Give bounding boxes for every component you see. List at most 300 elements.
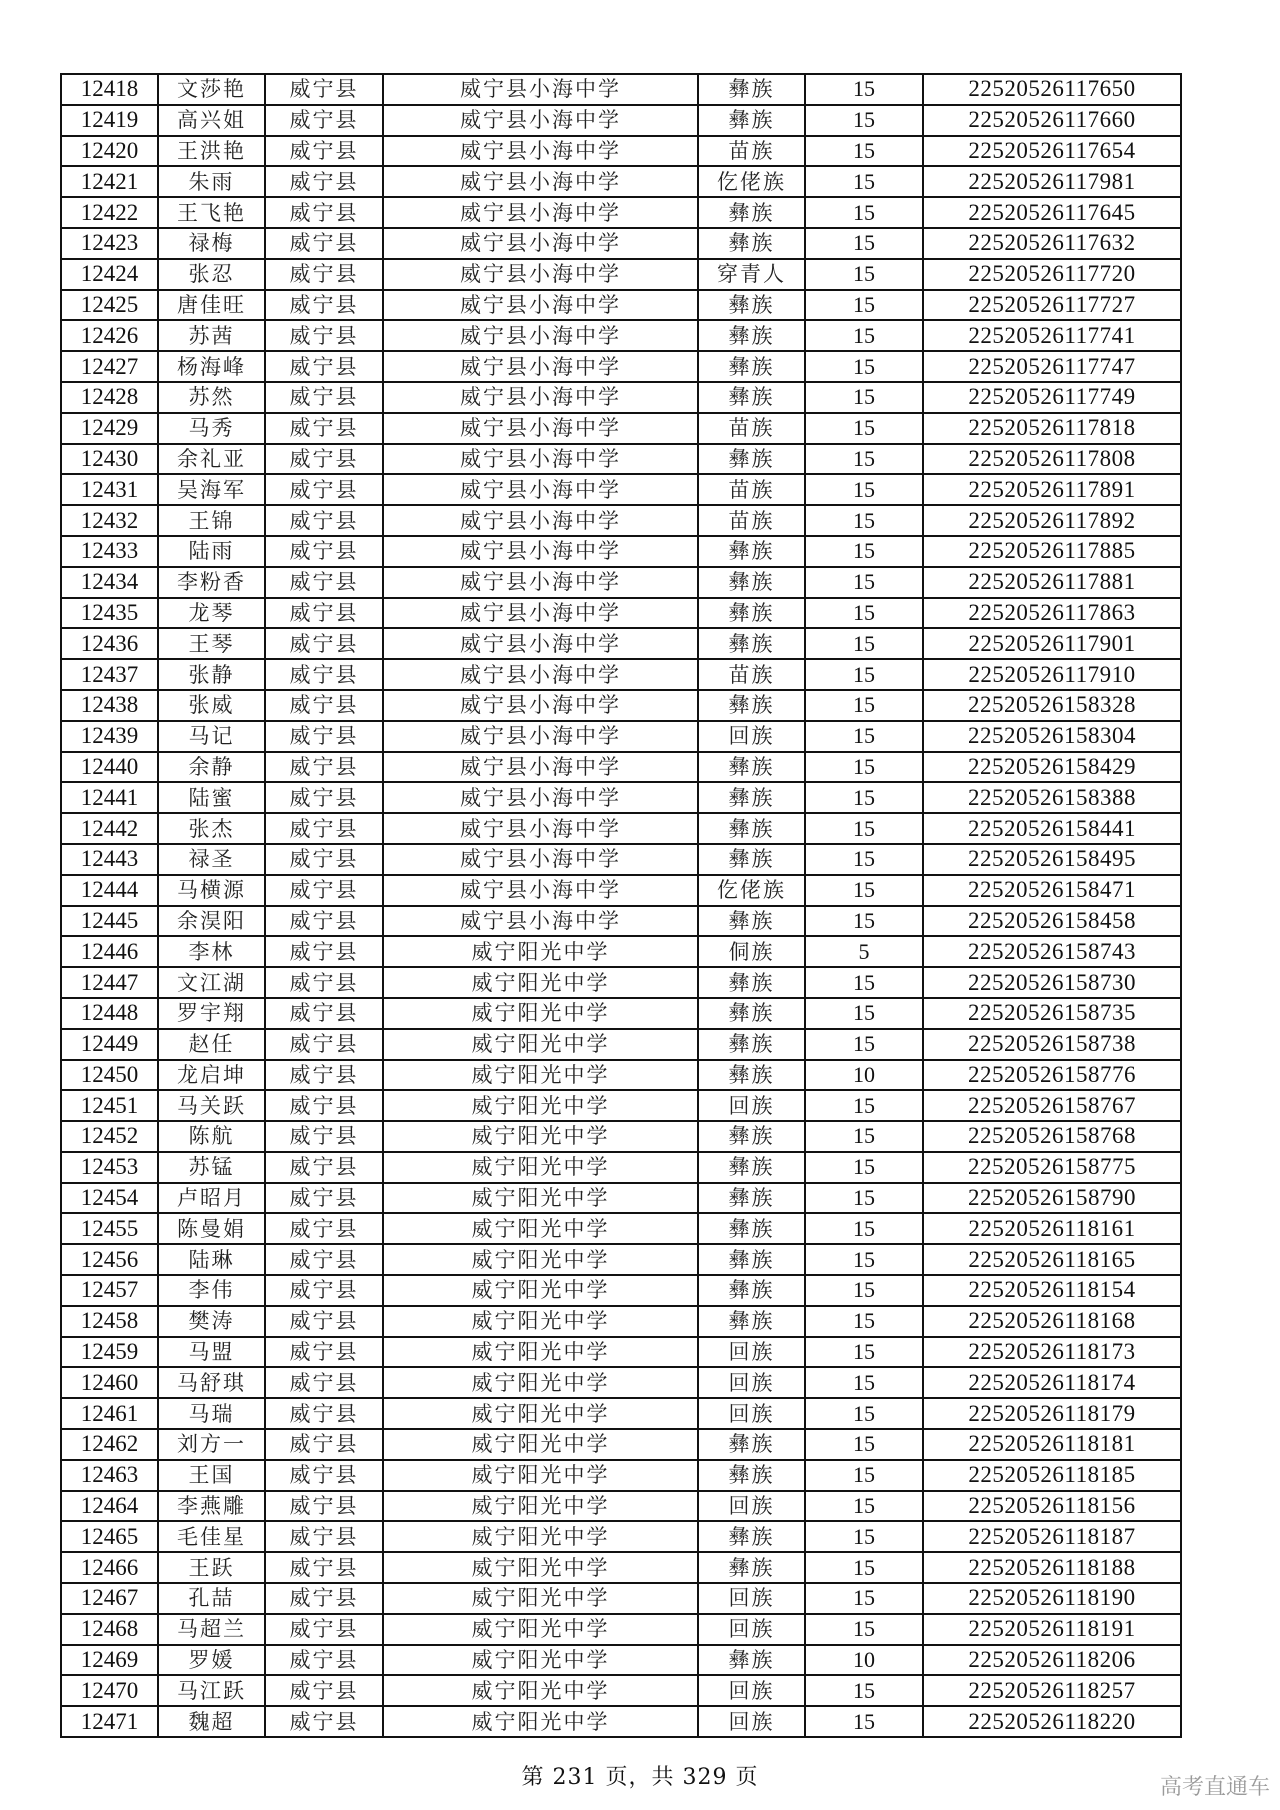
exam-id-cell: 22520526117654 — [923, 136, 1181, 167]
bonus-points-cell: 15 — [805, 351, 923, 382]
ethnicity-cell: 彝族 — [698, 782, 805, 813]
school-name-cell: 威宁阳光中学 — [383, 1552, 698, 1583]
ethnicity-cell: 回族 — [698, 1614, 805, 1645]
table-row — [61, 844, 1181, 875]
ethnicity-cell: 彝族 — [698, 228, 805, 259]
ethnicity-cell: 彝族 — [698, 444, 805, 475]
county-cell: 威宁县 — [265, 1491, 383, 1522]
school-name-cell: 威宁阳光中学 — [383, 1060, 698, 1091]
ethnicity-cell: 彝族 — [698, 567, 805, 598]
table-row — [61, 598, 1181, 629]
ethnicity-cell: 穿青人 — [698, 259, 805, 290]
bonus-points-cell: 15 — [805, 998, 923, 1029]
ethnicity-cell: 回族 — [698, 1367, 805, 1398]
county-cell: 威宁县 — [265, 1152, 383, 1183]
ethnicity-cell: 彝族 — [698, 197, 805, 228]
student-name-cell: 赵任 — [158, 1029, 265, 1060]
table-row — [61, 690, 1181, 721]
table-row — [61, 413, 1181, 444]
student-name-cell: 王飞艳 — [158, 197, 265, 228]
exam-id-cell: 22520526158767 — [923, 1090, 1181, 1121]
student-name-cell: 马江跃 — [158, 1675, 265, 1706]
bonus-points-cell: 15 — [805, 1152, 923, 1183]
student-name-cell: 吴海军 — [158, 474, 265, 505]
school-name-cell: 威宁阳光中学 — [383, 1244, 698, 1275]
school-name-cell: 威宁阳光中学 — [383, 1675, 698, 1706]
school-name-cell: 威宁县小海中学 — [383, 105, 698, 136]
table-row — [61, 875, 1181, 906]
table-row — [61, 1183, 1181, 1214]
county-cell: 威宁县 — [265, 1337, 383, 1368]
table-row — [61, 659, 1181, 690]
exam-id-cell: 22520526118220 — [923, 1706, 1181, 1737]
county-cell: 威宁县 — [265, 259, 383, 290]
row-number-cell: 12468 — [61, 1614, 158, 1645]
bonus-points-cell: 15 — [805, 844, 923, 875]
row-number-cell: 12444 — [61, 875, 158, 906]
county-cell: 威宁县 — [265, 1367, 383, 1398]
county-cell: 威宁县 — [265, 628, 383, 659]
school-name-cell: 威宁县小海中学 — [383, 752, 698, 783]
row-number-cell: 12466 — [61, 1552, 158, 1583]
county-cell: 威宁县 — [265, 74, 383, 105]
school-name-cell: 威宁县小海中学 — [383, 505, 698, 536]
school-name-cell: 威宁阳光中学 — [383, 1213, 698, 1244]
county-cell: 威宁县 — [265, 1183, 383, 1214]
table-row — [61, 721, 1181, 752]
county-cell: 威宁县 — [265, 228, 383, 259]
row-number-cell: 12436 — [61, 628, 158, 659]
ethnicity-cell: 彝族 — [698, 74, 805, 105]
county-cell: 威宁县 — [265, 1429, 383, 1460]
student-name-cell: 龙启坤 — [158, 1060, 265, 1091]
exam-id-cell: 22520526118188 — [923, 1552, 1181, 1583]
school-name-cell: 威宁县小海中学 — [383, 875, 698, 906]
row-number-cell: 12422 — [61, 197, 158, 228]
table-row — [61, 1521, 1181, 1552]
school-name-cell: 威宁县小海中学 — [383, 690, 698, 721]
student-name-cell: 马关跃 — [158, 1090, 265, 1121]
ethnicity-cell: 回族 — [698, 1706, 805, 1737]
exam-id-cell: 22520526117910 — [923, 659, 1181, 690]
row-number-cell: 12432 — [61, 505, 158, 536]
school-name-cell: 威宁阳光中学 — [383, 1398, 698, 1429]
county-cell: 威宁县 — [265, 536, 383, 567]
exam-id-cell: 22520526118185 — [923, 1460, 1181, 1491]
row-number-cell: 12433 — [61, 536, 158, 567]
ethnicity-cell: 彝族 — [698, 1460, 805, 1491]
ethnicity-cell: 彝族 — [698, 844, 805, 875]
bonus-points-cell: 10 — [805, 1645, 923, 1676]
ethnicity-cell: 彝族 — [698, 1429, 805, 1460]
exam-id-cell: 22520526117881 — [923, 567, 1181, 598]
bonus-points-cell: 10 — [805, 1060, 923, 1091]
bonus-points-cell: 15 — [805, 690, 923, 721]
ethnicity-cell: 彝族 — [698, 998, 805, 1029]
county-cell: 威宁县 — [265, 351, 383, 382]
exam-id-cell: 22520526158388 — [923, 782, 1181, 813]
student-name-cell: 王洪艳 — [158, 136, 265, 167]
table-row — [61, 1491, 1181, 1522]
bonus-points-cell: 15 — [805, 1275, 923, 1306]
table-row — [61, 998, 1181, 1029]
school-name-cell: 威宁县小海中学 — [383, 813, 698, 844]
exam-id-cell: 22520526158776 — [923, 1060, 1181, 1091]
table-body — [61, 74, 1181, 1737]
county-cell: 威宁县 — [265, 474, 383, 505]
table-row — [61, 752, 1181, 783]
county-cell: 威宁县 — [265, 413, 383, 444]
ethnicity-cell: 回族 — [698, 1491, 805, 1522]
bonus-points-cell: 15 — [805, 782, 923, 813]
student-name-cell: 马超兰 — [158, 1614, 265, 1645]
student-name-cell: 魏超 — [158, 1706, 265, 1737]
ethnicity-cell: 彝族 — [698, 536, 805, 567]
bonus-points-cell: 15 — [805, 1183, 923, 1214]
exam-id-cell: 22520526158735 — [923, 998, 1181, 1029]
student-name-cell: 马记 — [158, 721, 265, 752]
county-cell: 威宁县 — [265, 1645, 383, 1676]
student-name-cell: 马横源 — [158, 875, 265, 906]
county-cell: 威宁县 — [265, 1398, 383, 1429]
bonus-points-cell: 15 — [805, 875, 923, 906]
row-number-cell: 12438 — [61, 690, 158, 721]
table-row — [61, 351, 1181, 382]
school-name-cell: 威宁阳光中学 — [383, 1275, 698, 1306]
exam-id-cell: 22520526117741 — [923, 320, 1181, 351]
school-name-cell: 威宁阳光中学 — [383, 1090, 698, 1121]
table-row — [61, 1398, 1181, 1429]
row-number-cell: 12447 — [61, 967, 158, 998]
county-cell: 威宁县 — [265, 1121, 383, 1152]
county-cell: 威宁县 — [265, 690, 383, 721]
bonus-points-cell: 15 — [805, 813, 923, 844]
school-name-cell: 威宁县小海中学 — [383, 382, 698, 413]
county-cell: 威宁县 — [265, 166, 383, 197]
county-cell: 威宁县 — [265, 598, 383, 629]
bonus-points-cell: 15 — [805, 567, 923, 598]
exam-id-cell: 22520526158441 — [923, 813, 1181, 844]
ethnicity-cell: 彝族 — [698, 1029, 805, 1060]
bonus-points-cell: 15 — [805, 1367, 923, 1398]
county-cell: 威宁县 — [265, 1244, 383, 1275]
exam-id-cell: 22520526158730 — [923, 967, 1181, 998]
table-row — [61, 1552, 1181, 1583]
student-name-cell: 陈航 — [158, 1121, 265, 1152]
row-number-cell: 12442 — [61, 813, 158, 844]
row-number-cell: 12428 — [61, 382, 158, 413]
exam-id-cell: 22520526158429 — [923, 752, 1181, 783]
exam-id-cell: 22520526117727 — [923, 290, 1181, 321]
table-row — [61, 105, 1181, 136]
student-name-cell: 樊涛 — [158, 1306, 265, 1337]
exam-id-cell: 22520526118179 — [923, 1398, 1181, 1429]
row-number-cell: 12456 — [61, 1244, 158, 1275]
county-cell: 威宁县 — [265, 197, 383, 228]
student-name-cell: 卢昭月 — [158, 1183, 265, 1214]
county-cell: 威宁县 — [265, 659, 383, 690]
bonus-points-cell: 5 — [805, 936, 923, 967]
row-number-cell: 12445 — [61, 906, 158, 937]
exam-id-cell: 22520526117749 — [923, 382, 1181, 413]
table-row — [61, 906, 1181, 937]
ethnicity-cell: 回族 — [698, 1090, 805, 1121]
exam-id-cell: 22520526158775 — [923, 1152, 1181, 1183]
exam-id-cell: 22520526117892 — [923, 505, 1181, 536]
exam-id-cell: 22520526158495 — [923, 844, 1181, 875]
row-number-cell: 12465 — [61, 1521, 158, 1552]
school-name-cell: 威宁县小海中学 — [383, 721, 698, 752]
exam-id-cell: 22520526117863 — [923, 598, 1181, 629]
county-cell: 威宁县 — [265, 1060, 383, 1091]
row-number-cell: 12458 — [61, 1306, 158, 1337]
county-cell: 威宁县 — [265, 1460, 383, 1491]
row-number-cell: 12424 — [61, 259, 158, 290]
row-number-cell: 12434 — [61, 567, 158, 598]
school-name-cell: 威宁阳光中学 — [383, 998, 698, 1029]
county-cell: 威宁县 — [265, 998, 383, 1029]
school-name-cell: 威宁县小海中学 — [383, 906, 698, 937]
student-name-cell: 张静 — [158, 659, 265, 690]
exam-id-cell: 22520526117660 — [923, 105, 1181, 136]
student-name-cell: 罗媛 — [158, 1645, 265, 1676]
school-name-cell: 威宁县小海中学 — [383, 351, 698, 382]
row-number-cell: 12470 — [61, 1675, 158, 1706]
school-name-cell: 威宁县小海中学 — [383, 197, 698, 228]
table-row — [61, 1460, 1181, 1491]
student-list-table — [60, 73, 1182, 1738]
county-cell: 威宁县 — [265, 1029, 383, 1060]
student-name-cell: 文江湖 — [158, 967, 265, 998]
row-number-cell: 12451 — [61, 1090, 158, 1121]
table-row — [61, 936, 1181, 967]
ethnicity-cell: 彝族 — [698, 290, 805, 321]
exam-id-cell: 22520526118156 — [923, 1491, 1181, 1522]
bonus-points-cell: 15 — [805, 721, 923, 752]
row-number-cell: 12461 — [61, 1398, 158, 1429]
school-name-cell: 威宁阳光中学 — [383, 1152, 698, 1183]
bonus-points-cell: 15 — [805, 1029, 923, 1060]
student-name-cell: 陆蜜 — [158, 782, 265, 813]
student-name-cell: 毛佳星 — [158, 1521, 265, 1552]
county-cell: 威宁县 — [265, 1706, 383, 1737]
student-name-cell: 张忍 — [158, 259, 265, 290]
county-cell: 威宁县 — [265, 320, 383, 351]
county-cell: 威宁县 — [265, 444, 383, 475]
row-number-cell: 12448 — [61, 998, 158, 1029]
row-number-cell: 12431 — [61, 474, 158, 505]
table-row — [61, 567, 1181, 598]
table-row — [61, 290, 1181, 321]
ethnicity-cell: 回族 — [698, 1337, 805, 1368]
table-row — [61, 382, 1181, 413]
county-cell: 威宁县 — [265, 1614, 383, 1645]
student-name-cell: 苏茜 — [158, 320, 265, 351]
bonus-points-cell: 15 — [805, 1552, 923, 1583]
bonus-points-cell: 15 — [805, 628, 923, 659]
table-row — [61, 1306, 1181, 1337]
school-name-cell: 威宁县小海中学 — [383, 320, 698, 351]
exam-id-cell: 22520526118174 — [923, 1367, 1181, 1398]
exam-id-cell: 22520526118181 — [923, 1429, 1181, 1460]
row-number-cell: 12454 — [61, 1183, 158, 1214]
exam-id-cell: 22520526117720 — [923, 259, 1181, 290]
ethnicity-cell: 彝族 — [698, 752, 805, 783]
ethnicity-cell: 彝族 — [698, 105, 805, 136]
exam-id-cell: 22520526117901 — [923, 628, 1181, 659]
student-name-cell: 余淏阳 — [158, 906, 265, 937]
school-name-cell: 威宁县小海中学 — [383, 259, 698, 290]
exam-id-cell: 22520526117891 — [923, 474, 1181, 505]
student-name-cell: 李粉香 — [158, 567, 265, 598]
row-number-cell: 12453 — [61, 1152, 158, 1183]
ethnicity-cell: 彝族 — [698, 1244, 805, 1275]
school-name-cell: 威宁阳光中学 — [383, 1645, 698, 1676]
school-name-cell: 威宁县小海中学 — [383, 290, 698, 321]
school-name-cell: 威宁县小海中学 — [383, 598, 698, 629]
table-row — [61, 1060, 1181, 1091]
county-cell: 威宁县 — [265, 1213, 383, 1244]
school-name-cell: 威宁阳光中学 — [383, 1521, 698, 1552]
row-number-cell: 12450 — [61, 1060, 158, 1091]
ethnicity-cell: 回族 — [698, 1398, 805, 1429]
school-name-cell: 威宁县小海中学 — [383, 228, 698, 259]
table-row — [61, 1614, 1181, 1645]
exam-id-cell: 22520526117885 — [923, 536, 1181, 567]
county-cell: 威宁县 — [265, 567, 383, 598]
county-cell: 威宁县 — [265, 1583, 383, 1614]
exam-id-cell: 22520526118165 — [923, 1244, 1181, 1275]
row-number-cell: 12421 — [61, 166, 158, 197]
table-row — [61, 474, 1181, 505]
county-cell: 威宁县 — [265, 382, 383, 413]
row-number-cell: 12467 — [61, 1583, 158, 1614]
bonus-points-cell: 15 — [805, 536, 923, 567]
table-row — [61, 1275, 1181, 1306]
page-number: 第 231 页，共 329 页 — [521, 1765, 759, 1790]
ethnicity-cell: 苗族 — [698, 474, 805, 505]
table-row — [61, 228, 1181, 259]
county-cell: 威宁县 — [265, 1306, 383, 1337]
row-number-cell: 12457 — [61, 1275, 158, 1306]
table-row — [61, 136, 1181, 167]
bonus-points-cell: 15 — [805, 290, 923, 321]
row-number-cell: 12418 — [61, 74, 158, 105]
bonus-points-cell: 15 — [805, 1213, 923, 1244]
ethnicity-cell: 彝族 — [698, 967, 805, 998]
table-row — [61, 1429, 1181, 1460]
row-number-cell: 12455 — [61, 1213, 158, 1244]
exam-id-cell: 22520526117632 — [923, 228, 1181, 259]
ethnicity-cell: 彝族 — [698, 320, 805, 351]
table-row — [61, 1213, 1181, 1244]
table-row — [61, 259, 1181, 290]
student-name-cell: 陆雨 — [158, 536, 265, 567]
table-row — [61, 74, 1181, 105]
bonus-points-cell: 15 — [805, 1491, 923, 1522]
bonus-points-cell: 15 — [805, 906, 923, 937]
student-name-cell: 李燕雕 — [158, 1491, 265, 1522]
county-cell: 威宁县 — [265, 505, 383, 536]
school-name-cell: 威宁阳光中学 — [383, 1306, 698, 1337]
ethnicity-cell: 彝族 — [698, 1306, 805, 1337]
ethnicity-cell: 彝族 — [698, 813, 805, 844]
school-name-cell: 威宁县小海中学 — [383, 628, 698, 659]
student-name-cell: 文莎艳 — [158, 74, 265, 105]
ethnicity-cell: 彝族 — [698, 1275, 805, 1306]
table-row — [61, 813, 1181, 844]
row-number-cell: 12435 — [61, 598, 158, 629]
row-number-cell: 12437 — [61, 659, 158, 690]
ethnicity-cell: 彝族 — [698, 1183, 805, 1214]
ethnicity-cell: 彝族 — [698, 628, 805, 659]
ethnicity-cell: 彝族 — [698, 1552, 805, 1583]
student-name-cell: 高兴姐 — [158, 105, 265, 136]
county-cell: 威宁县 — [265, 1275, 383, 1306]
table-row — [61, 782, 1181, 813]
ethnicity-cell: 苗族 — [698, 659, 805, 690]
school-name-cell: 威宁县小海中学 — [383, 413, 698, 444]
exam-id-cell: 22520526158738 — [923, 1029, 1181, 1060]
school-name-cell: 威宁县小海中学 — [383, 474, 698, 505]
school-name-cell: 威宁县小海中学 — [383, 567, 698, 598]
exam-id-cell: 22520526118154 — [923, 1275, 1181, 1306]
bonus-points-cell: 15 — [805, 413, 923, 444]
bonus-points-cell: 15 — [805, 382, 923, 413]
ethnicity-cell: 苗族 — [698, 413, 805, 444]
row-number-cell: 12460 — [61, 1367, 158, 1398]
school-name-cell: 威宁县小海中学 — [383, 782, 698, 813]
bonus-points-cell: 15 — [805, 967, 923, 998]
bonus-points-cell: 15 — [805, 1521, 923, 1552]
ethnicity-cell: 仡佬族 — [698, 166, 805, 197]
exam-id-cell: 22520526118173 — [923, 1337, 1181, 1368]
ethnicity-cell: 彝族 — [698, 906, 805, 937]
county-cell: 威宁县 — [265, 1675, 383, 1706]
bonus-points-cell: 15 — [805, 1460, 923, 1491]
exam-id-cell: 22520526118190 — [923, 1583, 1181, 1614]
row-number-cell: 12449 — [61, 1029, 158, 1060]
ethnicity-cell: 彝族 — [698, 1521, 805, 1552]
row-number-cell: 12427 — [61, 351, 158, 382]
row-number-cell: 12469 — [61, 1645, 158, 1676]
bonus-points-cell: 15 — [805, 752, 923, 783]
row-number-cell: 12459 — [61, 1337, 158, 1368]
student-name-cell: 刘方一 — [158, 1429, 265, 1460]
row-number-cell: 12441 — [61, 782, 158, 813]
student-name-cell: 王跃 — [158, 1552, 265, 1583]
exam-id-cell: 22520526158790 — [923, 1183, 1181, 1214]
student-name-cell: 朱雨 — [158, 166, 265, 197]
school-name-cell: 威宁阳光中学 — [383, 1029, 698, 1060]
student-name-cell: 张威 — [158, 690, 265, 721]
school-name-cell: 威宁县小海中学 — [383, 444, 698, 475]
school-name-cell: 威宁阳光中学 — [383, 1429, 698, 1460]
student-name-cell: 余礼亚 — [158, 444, 265, 475]
student-name-cell: 陈曼娟 — [158, 1213, 265, 1244]
bonus-points-cell: 15 — [805, 1675, 923, 1706]
bonus-points-cell: 15 — [805, 1398, 923, 1429]
exam-id-cell: 22520526118206 — [923, 1645, 1181, 1676]
table-row — [61, 536, 1181, 567]
county-cell: 威宁县 — [265, 105, 383, 136]
school-name-cell: 威宁县小海中学 — [383, 74, 698, 105]
county-cell: 威宁县 — [265, 813, 383, 844]
row-number-cell: 12419 — [61, 105, 158, 136]
school-name-cell: 威宁阳光中学 — [383, 1183, 698, 1214]
student-name-cell: 杨海峰 — [158, 351, 265, 382]
row-number-cell: 12462 — [61, 1429, 158, 1460]
